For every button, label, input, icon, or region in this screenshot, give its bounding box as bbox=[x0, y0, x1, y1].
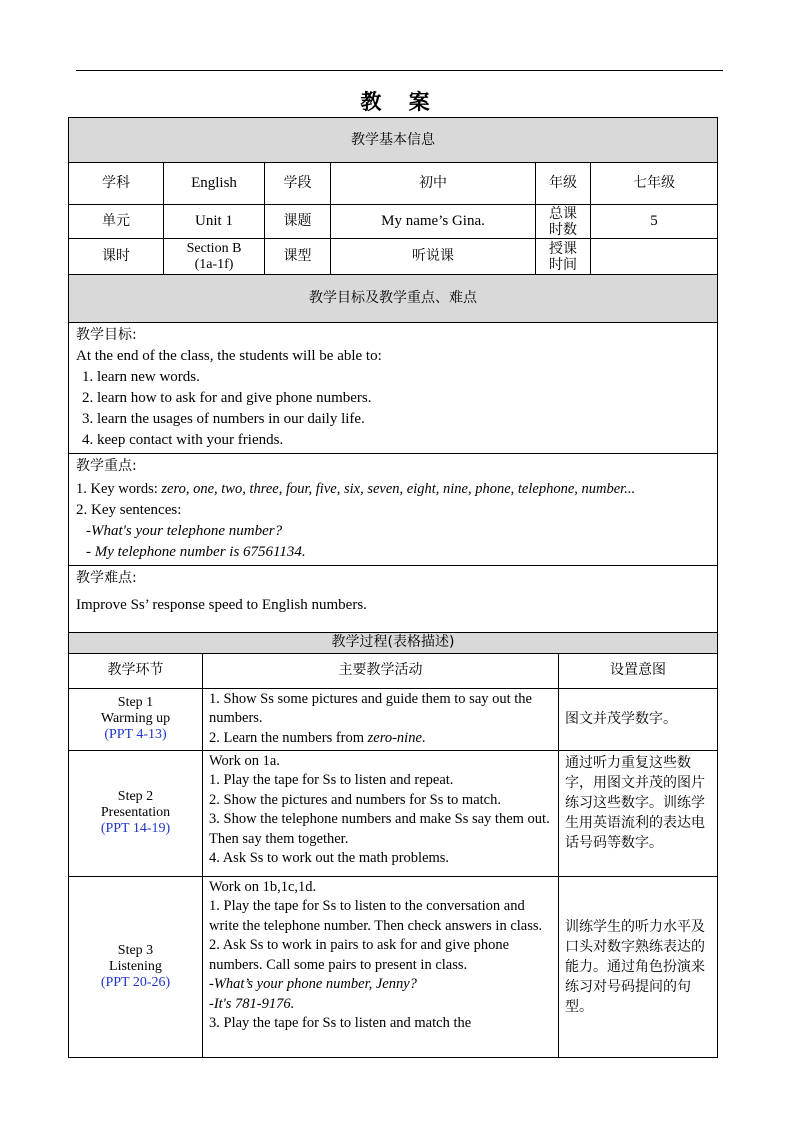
intent-cell: 训练学生的听力水平及口头对数字熟练表达的能力。通过角色扮演来练习对号码提问的句型。 bbox=[559, 876, 718, 1057]
step-ppt-range: (PPT 4-13) bbox=[104, 727, 167, 742]
top-rule bbox=[76, 70, 723, 71]
topic-label: 课题 bbox=[265, 205, 331, 239]
key-words-prefix: 1. Key words: bbox=[76, 481, 162, 497]
activity-line bbox=[209, 729, 552, 749]
period-value-line2: (1a-1f) bbox=[194, 256, 234, 272]
key-sentence: -What's your telephone number? bbox=[86, 523, 283, 539]
step-name: Step 3 bbox=[117, 942, 154, 958]
step-subtitle: Warming up bbox=[100, 711, 171, 726]
period-value-line1: Section B bbox=[186, 240, 242, 256]
step-name: Step 2 bbox=[117, 789, 154, 804]
activity-line: 1. Play the tape for Ss to listen and repeat. bbox=[209, 772, 454, 788]
activity-line: 4. Ask Ss to work out the math problems. bbox=[209, 850, 450, 866]
lesson-type-label: 课型 bbox=[265, 239, 331, 275]
col-header-step: 教学环节 bbox=[69, 653, 203, 688]
key-points-section bbox=[69, 454, 718, 566]
period-label: 课时 bbox=[69, 239, 164, 275]
difficulty-section bbox=[69, 566, 718, 633]
intent-cell: 通过听力重复这些数字，用图文并茂的图片练习这些数字。训练学生用英语流利的表达电话号码等数字。 bbox=[559, 750, 718, 876]
step-subtitle: Listening bbox=[109, 958, 162, 974]
goals-header: 教学目标及教学重点、难点 bbox=[69, 275, 718, 323]
activities-cell bbox=[203, 876, 559, 1057]
unit-value: Unit 1 bbox=[164, 205, 265, 239]
activity-italic: zero-nine bbox=[367, 729, 422, 746]
subject-value: English bbox=[164, 163, 265, 205]
activity-line: 2. Show the pictures and numbers for Ss to match. bbox=[209, 791, 501, 808]
step-subtitle: Presentation bbox=[100, 805, 171, 820]
lesson-type-value: 听说课 bbox=[331, 239, 536, 275]
key-sentence: - My telephone number is 67561134. bbox=[86, 544, 306, 560]
objective-item: 1. learn new words. bbox=[82, 369, 200, 385]
activity-line: Work on 1b,1c,1d. bbox=[209, 878, 317, 895]
basic-info-header: 教学基本信息 bbox=[69, 118, 718, 163]
activities-cell bbox=[203, 688, 559, 750]
lesson-plan bbox=[68, 117, 717, 1058]
process-table bbox=[68, 633, 718, 1058]
key-words: zero, one, two, three, four, five, six, seven, eight, nine, phone, telephone, number... bbox=[161, 481, 636, 497]
activity-line: 3. Show the telephone numbers and make Ss say them out. Then say them together. bbox=[209, 811, 550, 847]
difficulty-text: Improve Ss’ response speed to English numbers. bbox=[76, 597, 367, 613]
objectives-intro: At the end of the class, the students will be able to: bbox=[76, 348, 382, 364]
step-cell bbox=[69, 688, 203, 750]
intent-cell: 图文并茂学数字。 bbox=[559, 688, 718, 750]
period-value bbox=[164, 239, 265, 275]
objective-item: 2. learn how to ask for and give phone numbers. bbox=[82, 390, 372, 406]
teaching-time-label: 授课时间 bbox=[536, 239, 591, 275]
total-periods-value: 5 bbox=[591, 205, 718, 239]
process-header: 教学过程(表格描述) bbox=[69, 633, 718, 653]
activity-line: 1. Play the tape for Ss to listen to the conversation and write the telephone number. Then check answers in class. bbox=[209, 898, 543, 934]
activity-text: 2. Learn the numbers from bbox=[209, 729, 368, 746]
activity-text-end: . bbox=[421, 729, 426, 746]
grade-value: 七年级 bbox=[591, 163, 718, 205]
stage-value: 初中 bbox=[331, 163, 536, 205]
step-cell bbox=[69, 750, 203, 876]
activity-line: -It's 781-9176. bbox=[209, 995, 295, 1012]
key-sentences-label: 2. Key sentences: bbox=[76, 502, 182, 518]
key-words-line bbox=[76, 479, 710, 500]
unit-label: 单元 bbox=[69, 205, 164, 239]
objectives-section bbox=[69, 323, 718, 454]
subject-label: 学科 bbox=[69, 163, 164, 205]
objective-item: 3. learn the usages of numbers in our daily life. bbox=[82, 411, 365, 427]
grade-label: 年级 bbox=[536, 163, 591, 205]
step-cell bbox=[69, 876, 203, 1057]
teaching-time-value bbox=[591, 239, 718, 275]
objectives-label: 教学目标: bbox=[76, 327, 137, 343]
activity-line: 1. Show Ss some pictures and guide them to say out the numbers. bbox=[209, 690, 532, 726]
key-points-label: 教学重点: bbox=[76, 458, 137, 474]
col-header-activities: 主要教学活动 bbox=[203, 653, 559, 688]
activity-line: Work on 1a. bbox=[209, 752, 280, 769]
step-name: Step 1 bbox=[117, 695, 154, 710]
total-periods-label: 总课时数 bbox=[536, 205, 591, 239]
objective-item: 4. keep contact with your friends. bbox=[82, 432, 284, 448]
step-ppt-range: (PPT 14-19) bbox=[100, 821, 171, 836]
activities-cell bbox=[203, 750, 559, 876]
difficulty-label: 教学难点: bbox=[76, 570, 137, 586]
stage-label: 学段 bbox=[265, 163, 331, 205]
activity-line: 3. Play the tape for Ss to listen and match the bbox=[209, 1015, 472, 1031]
page-title: 教 案 bbox=[360, 90, 440, 114]
col-header-intent: 设置意图 bbox=[559, 653, 718, 688]
lesson-plan-table bbox=[68, 117, 718, 633]
step-ppt-range: (PPT 20-26) bbox=[100, 974, 171, 990]
topic-value: My name’s Gina. bbox=[331, 205, 536, 239]
activity-line: 2. Ask Ss to work in pairs to ask for and give phone numbers. Call some pairs to present in class. bbox=[209, 937, 510, 973]
activity-line: -What’s your phone number, Jenny? bbox=[209, 976, 417, 992]
